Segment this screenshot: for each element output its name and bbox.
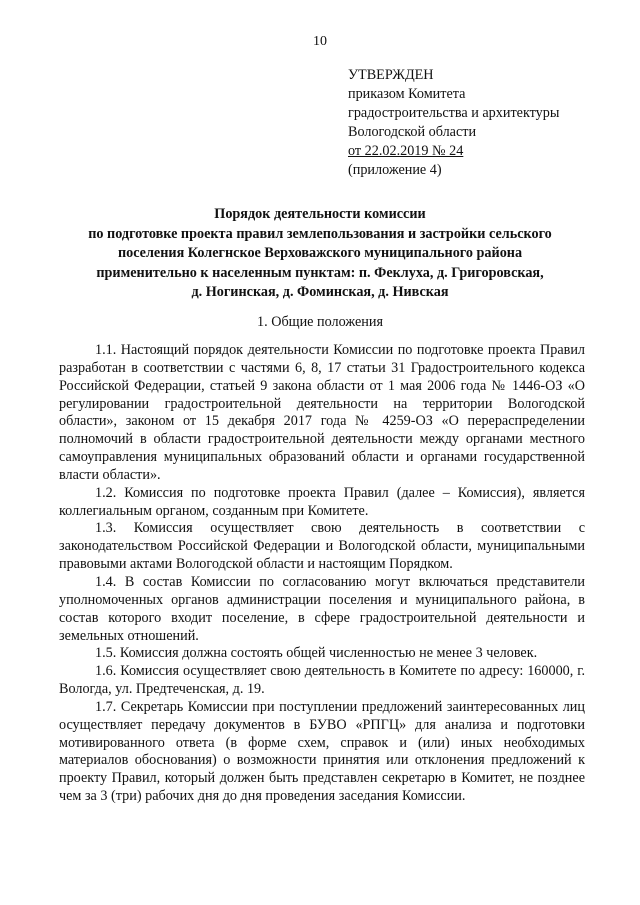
title-line: Порядок деятельности комиссии — [214, 206, 426, 222]
title-line: применительно к населенным пунктам: п. Феклуха, д. Григоровская, — [96, 264, 544, 281]
paragraph-1-5: 1.5. Комиссия должна состоять общей численностью не менее 3 человек. — [95, 645, 538, 662]
approval-stamp — [348, 66, 618, 180]
document-title — [40, 205, 600, 303]
title-line: д. Ногинская, д. Фоминская, д. Нивская — [191, 284, 449, 300]
approval-order-line: приказом Комитета — [348, 86, 466, 102]
approval-order-date: от 22.02.2019 № 24 — [348, 143, 464, 159]
approval-committee-line: градостроительства и архитектуры — [348, 105, 560, 121]
approval-appendix: (приложение 4) — [348, 162, 442, 178]
paragraph-1-4: 1.4. В состав Комиссии по согласованию могут включаться представители уполномоченных органов администрации поселения и муниципального района, в состав которого входит поселение, в сфере градостроительной деятельности и земельных отношений. — [59, 573, 585, 644]
title-line: по подготовке проекта правил землепользования и застройки сельского — [88, 225, 552, 242]
page-number: 10 — [313, 34, 327, 49]
paragraph-1-6: 1.6. Комиссия осуществляет свою деятельность в Комитете по адресу: 160000, г. Вологда, ул. Предтеченская, д. 19. — [59, 663, 585, 698]
paragraph-1-7: 1.7. Секретарь Комиссии при поступлении предложений заинтересованных лиц осуществляет передачу документов в БУВО «РПГЦ» для анализа и подготовки мотивированного ответа (в форме схем, справок и (или) иных необходимых материалов обоснования) о возможности принятия или отклонения предложений к проекту Правил, который должен быть представлен секретарю в Комитет, не позднее чем за 3 (три) рабочих дня до дня проведения заседания Комиссии. — [59, 698, 585, 805]
paragraph-1-3: 1.3. Комиссия осуществляет свою деятельность в соответствии с законодательством Российской Федерации и Вологодской области, муниципальными правовыми актами Вологодской области и настоящим Порядком. — [59, 520, 585, 573]
section-heading: 1. Общие положения — [257, 314, 383, 330]
paragraph-1-1: 1.1. Настоящий порядок деятельности Комиссии по подготовке проекта Правил разработан в соответствии с частями 6, 8, 17 статьи 31 Градостроительного кодекса Российской Федерации, статьей 9 закона области от 1 мая 2006 года № 1446-ОЗ «О регулировании градостроительной деятельности на территории Вологодской области», законом от 15 декабря 2017 года № 4259-ОЗ «О перераспределении полномочий в области градостроительной деятельности между органами местного самоуправления муниципальных образований области и органами государственной власти области». — [59, 342, 585, 483]
approval-status: УТВЕРЖДЕН — [348, 67, 434, 83]
document-body — [59, 342, 585, 806]
paragraph-1-2: 1.2. Комиссия по подготовке проекта Правил (далее – Комиссия), является коллегиальным органом, созданным при Комитете. — [59, 484, 585, 519]
title-line: поселения Колегнское Верховажского муниципального района — [117, 245, 523, 261]
approval-region-line: Вологодской области — [348, 124, 477, 140]
